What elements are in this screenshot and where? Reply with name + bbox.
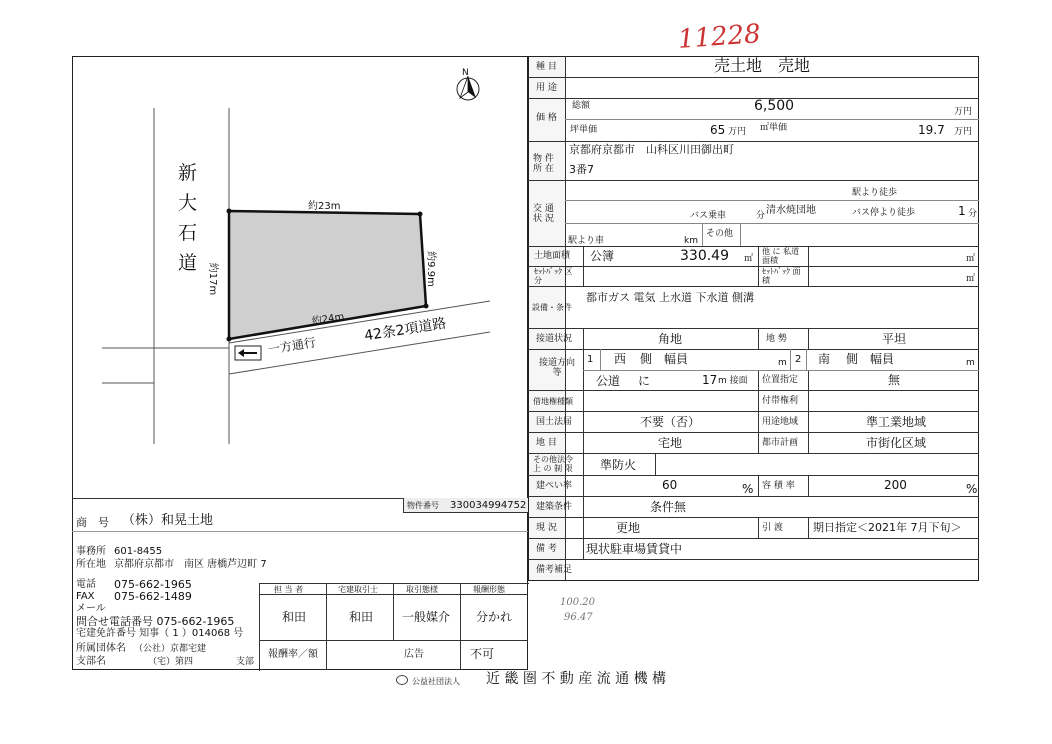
coverage-unit: % [742, 482, 754, 496]
zoning-label: 用途地域 [762, 417, 799, 427]
dim-bottom: 約24m [311, 311, 346, 328]
land-category-label: 地 目 [536, 438, 557, 448]
trade-name-label: 商 号 [76, 516, 109, 529]
land-area-method: 公簿 [590, 249, 615, 263]
road1-number: 1 [587, 354, 594, 365]
road2-width-label: 幅員 [870, 352, 895, 366]
setback-area-label: ｾｯﾄﾊﾞｯｸ 面 積 [762, 267, 801, 285]
trade-name: （株）和晃土地 [122, 513, 214, 528]
property-number: 330034994752 [450, 500, 527, 511]
agent-header: 宅建取引士 [338, 585, 378, 594]
road-frontage: 17 [702, 373, 718, 387]
zoning: 準工業地域 [866, 415, 927, 429]
use-label: 用 途 [536, 83, 557, 93]
remarks: 現状駐車場賃貸中 [586, 542, 683, 556]
traffic-label: 交 通 状 況 [533, 204, 554, 224]
tsubo-unit: 万円 [728, 127, 747, 137]
license-number: 宅建免許番号 知事（ 1 ）014068 号 [76, 628, 244, 639]
sqm-price-label: ㎡単価 [760, 123, 788, 133]
bus-walk-label: バス停より徒歩 [852, 208, 916, 218]
road-status-label: 接道状況 [536, 334, 573, 344]
remarks-label: 備 考 [536, 544, 557, 554]
bus-minutes-unit: 分 [756, 211, 766, 221]
type-label: 種 目 [536, 62, 557, 72]
road1-width-unit: m [778, 358, 787, 368]
terrain: 平坦 [882, 332, 907, 346]
road-direction-label: 接道方向 等 [538, 358, 575, 378]
assoc-label: 所属団体名 [76, 643, 126, 654]
agent-name: 和田 [349, 610, 374, 624]
ad-value: 不可 [470, 647, 495, 661]
remarks-supplement-label: 備考補足 [536, 565, 573, 575]
private-road-label: 他 に 私道面積 [762, 247, 800, 265]
sqm-unit: 万円 [954, 127, 973, 137]
total-price: 6,500 [754, 98, 795, 114]
bus-label: バス乗車 [690, 211, 727, 221]
building-condition-label: 建築条件 [536, 502, 573, 512]
branch-suffix: 支部 [236, 657, 255, 667]
postal-code: 601-8455 [114, 546, 163, 557]
other-law: 準防火 [600, 458, 637, 472]
road-kind: 公道 [596, 374, 621, 388]
delivery: 期日指定＜2021年 7月下旬＞ [813, 521, 962, 534]
handwritten-note: 96.47 [564, 612, 593, 623]
inquiry-tel: 問合せ電話番号 075-662-1965 [76, 615, 235, 628]
terrain-label: 地 勢 [766, 334, 787, 344]
road-particle: に [638, 374, 651, 388]
coverage-label: 建ぺい率 [536, 481, 573, 491]
dim-top: 約23m [308, 201, 341, 212]
staff-name: 和田 [282, 610, 307, 624]
total-unit: 万円 [954, 107, 973, 117]
road-status: 角地 [658, 332, 683, 346]
nla-label: 国土法届 [536, 417, 573, 427]
position-label: 位置指定 [762, 375, 799, 385]
price-label: 価 格 [536, 113, 557, 123]
road-frontage-unit: m 接面 [718, 376, 748, 386]
fax-label: FAX [76, 591, 95, 602]
land-category: 宅地 [658, 436, 683, 450]
facility-label: 設備・条件 [532, 303, 572, 312]
other-label: その他 [706, 229, 734, 239]
road1-side: 側 [640, 352, 653, 366]
road2-number: 2 [795, 354, 802, 365]
staff-header: 担 当 者 [274, 585, 304, 594]
far-unit: % [966, 482, 978, 496]
sqm-price: 19.7 [918, 123, 945, 137]
road-label-left: 新 大 石 道 [178, 162, 198, 274]
setback-area-unit: ㎡ [966, 274, 976, 284]
transaction-header: 取引態様 [406, 585, 438, 594]
land-area-unit: ㎡ [744, 254, 754, 264]
land-area-label: 土地面積 [534, 251, 571, 261]
office-label: 事務所 [76, 546, 106, 557]
org-name: 近 畿 圏 不 動 産 流 通 機 構 [486, 671, 667, 687]
branch: （宅）第四 [148, 657, 194, 667]
assoc: （公社）京都宅建 [134, 644, 207, 654]
attached-rights-label: 付帯権利 [762, 396, 799, 406]
private-road-unit: ㎡ [966, 254, 976, 264]
handwritten-number: 11228 [677, 19, 762, 55]
lease-label: 借地権種類 [533, 397, 573, 406]
fee-rate-label: 報酬率／額 [268, 649, 318, 660]
location-line2: 3番7 [569, 163, 594, 176]
land-area: 330.49 [680, 248, 729, 264]
branch-label: 支部名 [76, 656, 106, 667]
total-label: 総額 [572, 101, 591, 111]
tel-label: 電話 [76, 579, 96, 590]
org-logo-icon [396, 675, 408, 685]
north-label: N [462, 68, 469, 78]
dim-right: 約9.9m [424, 251, 436, 287]
transaction-type: 一般媒介 [402, 610, 451, 624]
facilities: 都市ガス 電気 上水道 下水道 側溝 [586, 291, 754, 304]
tel: 075-662-1965 [114, 578, 192, 591]
road-label-bottom: 42条2項道路 [363, 315, 448, 345]
building-condition: 条件無 [650, 500, 687, 514]
road1-width-label: 幅員 [664, 352, 689, 366]
location-label: 物 件 所 在 [533, 154, 554, 174]
current-status-label: 現 況 [536, 523, 557, 533]
bus-walk-minutes: 1 [958, 204, 966, 218]
address: 京都府京都市 南区 唐橋芦辺町 7 [114, 559, 267, 570]
handwritten-note: 100.20 [560, 597, 595, 608]
delivery-label: 引 渡 [762, 523, 783, 533]
coverage-ratio: 60 [662, 478, 678, 492]
tsubo-price-label: 坪単価 [570, 125, 598, 135]
floor-area-ratio: 200 [884, 478, 907, 492]
nla-value: 不要（否） [640, 415, 701, 429]
property-number-box [403, 498, 529, 513]
position-designation: 無 [888, 373, 901, 387]
address-label: 所在地 [76, 559, 106, 570]
mail-label: メール [76, 603, 106, 614]
bus-stop: 清水焼団地 [766, 205, 816, 216]
location-line1: 京都府京都市 山科区川田御出町 [569, 143, 734, 156]
other-law-label: その他法令 上 の 制 限 [533, 455, 573, 473]
fee-type-header: 報酬形態 [473, 585, 505, 594]
fee-type: 分かれ [476, 610, 513, 624]
bus-walk-unit: 分 [968, 209, 978, 219]
road1-direction: 西 [614, 352, 627, 366]
road2-width-unit: m [966, 358, 975, 368]
car-unit: km [684, 236, 698, 246]
road2-side: 側 [846, 352, 859, 366]
tsubo-price: 65 [710, 123, 726, 137]
road2-direction: 南 [818, 352, 831, 366]
city-plan-label: 都市計画 [762, 438, 799, 448]
one-way-arrow-icon [235, 346, 261, 360]
current-status: 更地 [616, 521, 641, 535]
city-plan: 市街化区域 [866, 436, 927, 450]
fax: 075-662-1489 [114, 590, 192, 603]
far-label: 容 積 率 [762, 481, 795, 491]
property-number-label: 物件番号 [407, 501, 439, 510]
car-label: 駅より車 [568, 236, 605, 246]
one-way-label: 一方通行 [267, 335, 317, 357]
property-type: 売土地 売地 [714, 56, 811, 75]
org-type: 公益社団法人 [412, 677, 460, 686]
setback-label: ｾｯﾄﾊﾞｯｸ 区 分 [534, 267, 573, 285]
station-walk-label: 駅より徒歩 [852, 188, 898, 198]
ad-label: 広告 [404, 649, 424, 660]
dim-left: 約17m [207, 262, 219, 296]
site-map [72, 56, 528, 498]
